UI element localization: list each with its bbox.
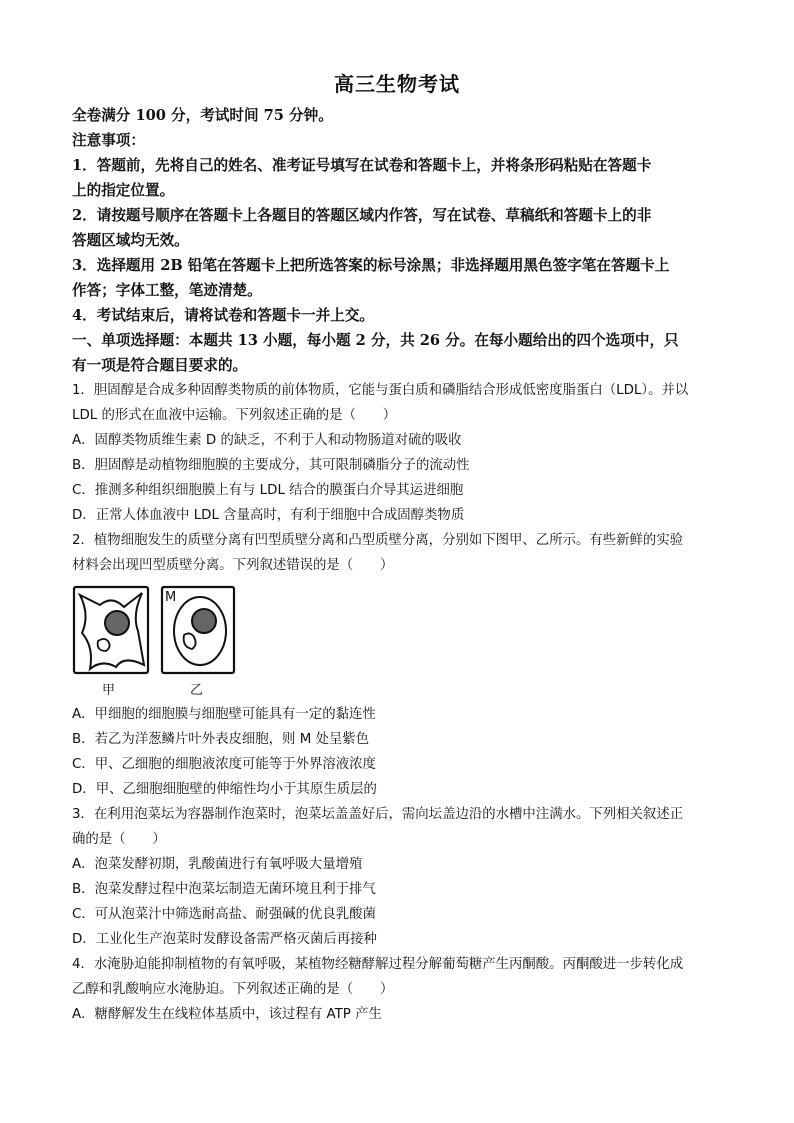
q1-option-a: A．固醇类物质维生素 D 的缺乏，不利于人和动物肠道对硫的吸收	[72, 433, 462, 448]
notice-2-line-2: 答题区域均无效。	[72, 232, 189, 249]
cell-b-vacuole	[184, 633, 196, 649]
q3-option-c: C．可从泡菜汁中筛选耐高盐、耐强碱的优良乳酸菌	[72, 907, 376, 922]
notice-3-line-2: 作答；字体工整，笔迹清楚。	[72, 282, 262, 299]
cell-a-vacuole	[98, 639, 110, 651]
notice-4: 4．考试结束后，请将试卷和答题卡一并上交。	[72, 307, 375, 324]
section-heading-line-1: 一、单项选择题：本题共 13 小题，每小题 2 分，共 26 分。在每小题给出的四个选项中，只	[72, 332, 679, 349]
plasmolysis-diagram	[72, 585, 242, 697]
q2-option-d: D．甲、乙细胞细胞壁的伸缩性均小于其原生质层的	[72, 782, 377, 797]
exam-title: 高三生物考试	[334, 72, 460, 96]
q2-stem-line-1: 2．植物细胞发生的质壁分离有凹型质壁分离和凸型质壁分离，分别如下图甲、乙所示。有些新鲜的实验	[72, 533, 684, 548]
q3-stem-line-2: 确的是（ ）	[72, 832, 166, 847]
q4-stem-line-2: 乙醇和乳酸响应水淹胁迫。下列叙述正确的是（ ）	[72, 982, 394, 997]
q2-stem-line-2: 材料会出现凹型质壁分离。下列叙述错误的是（ ）	[72, 558, 394, 573]
q2-option-a: A．甲细胞的细胞膜与细胞壁可能具有一定的黏连性	[72, 707, 376, 722]
q4-stem-line-1: 4．水淹胁迫能抑制植物的有氧呼吸，某植物经糖酵解过程分解葡萄糖产生丙酮酸。丙酮酸进一步转化成	[72, 957, 684, 972]
q1-option-c: C．推测多种组织细胞膜上有与 LDL 结合的膜蛋白介导其运进细胞	[72, 483, 464, 498]
cell-a-nucleus	[105, 611, 129, 635]
q3-stem-line-1: 3．在利用泡菜坛为容器制作泡菜时，泡菜坛盖盖好后，需向坛盖边沿的水槽中注满水。下列相关叙述正	[72, 807, 684, 822]
q3-option-d: D．工业化生产泡菜时发酵设备需严格灭菌后再接种	[72, 932, 377, 947]
figure-label-b: 乙	[190, 683, 204, 698]
figure-label-a: 甲	[102, 683, 116, 698]
plasmolysis-figure	[72, 585, 242, 697]
q4-option-a: A．糖酵解发生在线粒体基质中，该过程有 ATP 产生	[72, 1007, 382, 1022]
q3-option-a: A．泡菜发酵初期，乳酸菌进行有氧呼吸大量增殖	[72, 857, 363, 872]
q1-stem-line-1: 1．胆固醇是合成多种固醇类物质的前体物质，它能与蛋白质和磷脂结合形成低密度脂蛋白（LDL）。并以	[72, 383, 689, 398]
marker-m-label: M	[165, 590, 177, 605]
cell-b-nucleus	[192, 609, 216, 633]
q2-option-c: C．甲、乙细胞的细胞液浓度可能等于外界溶液浓度	[72, 757, 376, 772]
section-heading-line-2: 有一项是符合题目要求的。	[72, 357, 248, 374]
q1-option-b: B．胆固醇是动植物细胞膜的主要成分，其可限制磷脂分子的流动性	[72, 458, 470, 473]
notice-2-line-1: 2．请按题号顺序在答题卡上各题目的答题区域内作答，写在试卷、草稿纸和答题卡上的非	[72, 207, 652, 224]
notice-3-line-1: 3．选择题用 2B 铅笔在答题卡上把所选答案的标号涂黑；非选择题用黑色签字笔在答题卡上	[72, 257, 670, 274]
notice-1-line-2: 上的指定位置。	[72, 182, 175, 199]
notice-heading: 注意事项：	[72, 132, 145, 149]
q1-stem-line-2: LDL 的形式在血液中运输。下列叙述正确的是（ ）	[72, 408, 397, 423]
q1-option-d: D．正常人体血液中 LDL 含量高时，有利于细胞中合成固醇类物质	[72, 508, 465, 523]
q2-option-b: B．若乙为洋葱鳞片叶外表皮细胞，则 M 处呈紫色	[72, 732, 370, 747]
q3-option-b: B．泡菜发酵过程中泡菜坛制造无菌环境且利于排气	[72, 882, 376, 897]
score-info: 全卷满分 100 分，考试时间 75 分钟。	[72, 107, 333, 124]
notice-1-line-1: 1．答题前，先将自己的姓名、准考证号填写在试卷和答题卡上，并将条形码粘贴在答题卡	[72, 157, 652, 174]
